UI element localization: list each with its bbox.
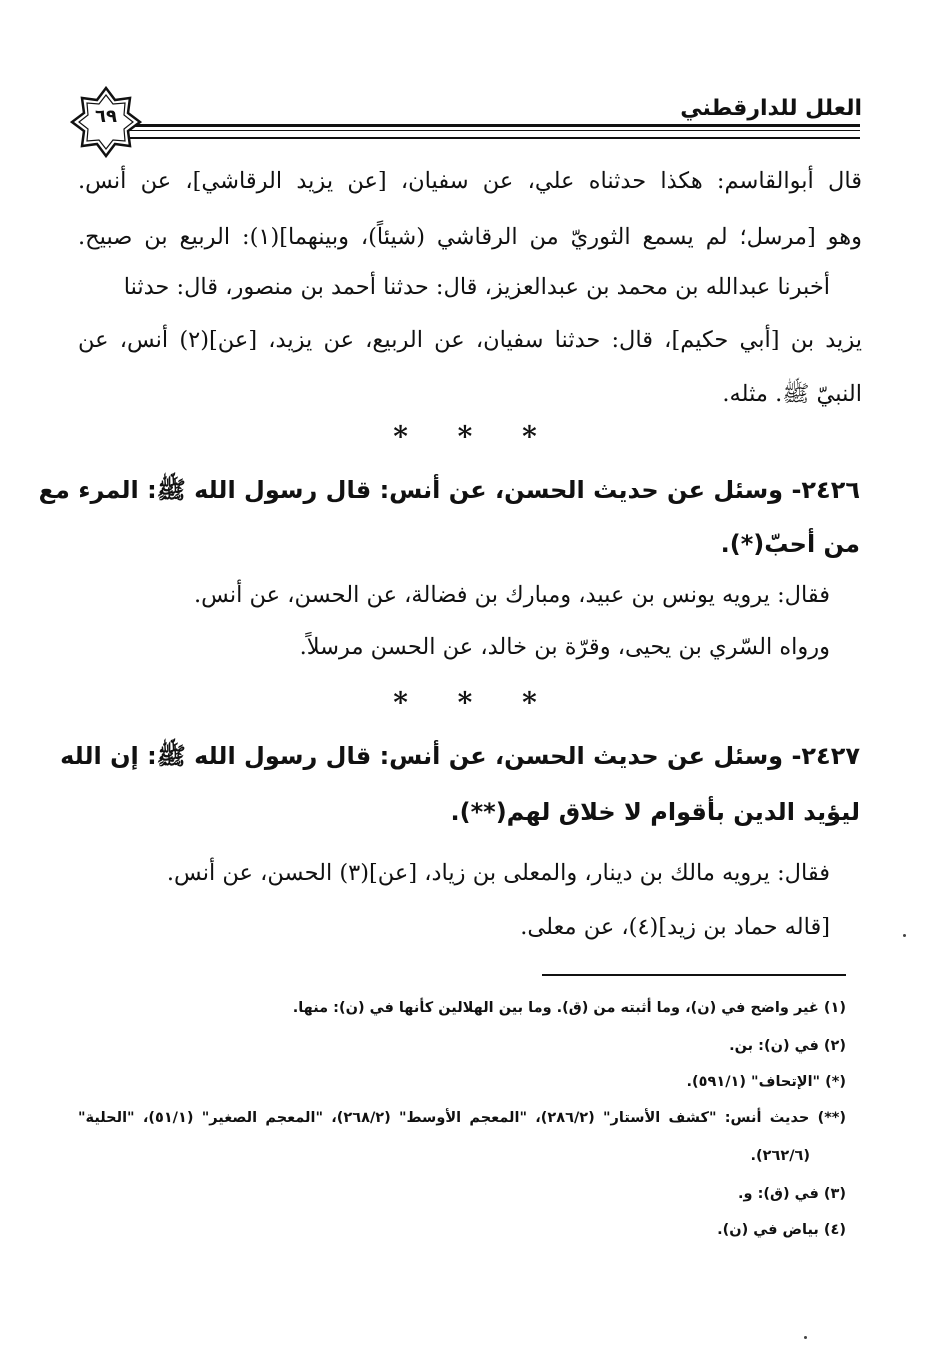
page-number-badge [70,86,142,158]
text-line: [قاله حماد بن زيد](٤)، عن معلى. [520,914,830,940]
section-separator: * * * [393,686,537,719]
footnote: (٢) في (ن): بن. [729,1038,846,1054]
text-line: فقال: يرويه مالك بن دينار، والمعلى بن زياد، [عن](٣) الحسن، عن أنس. [166,860,830,886]
footnote: (**) حديث أنس: "كشف الأستار" (٢٨٦/٢)، "المعجم الأوسط" (٢٦٨/٢)، "المعجم الصغير" (٥١/١)، "الحلية" [78,1110,846,1126]
scan-speck [903,934,906,937]
entry-heading-2427-cont: ليؤيد الدين بأقوام لا خلاق لهم(**). [450,798,860,826]
text-line: قال أبوالقاسم: هكذا حدثناه علي، عن سفيان، [عن يزيد الرقاشي]، عن أنس. [78,168,862,194]
scan-speck [804,1336,807,1339]
entry-heading-2426: ٢٤٢٦- وسئل عن حديث الحسن، عن أنس: قال رسول الله ﷺ: المرء مع [38,476,860,504]
entry-heading-2427: ٢٤٢٧- وسئل عن حديث الحسن، عن أنس: قال رسول الله ﷺ: إن الله [60,742,860,770]
text-line: النبيّ ﷺ. مثله. [722,381,862,407]
footnote: (١) غير واضح في (ن)، وما أثبته من (ق). وما بين الهلالين كأنها في (ن): منها. [292,1000,846,1016]
text-line: فقال: يرويه يونس بن عبيد، ومبارك بن فضالة، عن الحسن، عن أنس. [194,582,830,608]
entry-heading-2426-cont: من أحبّ(*). [720,530,860,558]
page-number: ٦٩ [95,106,117,127]
section-separator: * * * [393,420,537,453]
footnote-rule [542,974,846,976]
header-rule [130,124,860,139]
text-line: يزيد بن [أبي حكيم]، قال: حدثنا سفيان، عن الربيع، عن يزيد، [عن](٢) أنس، عن [78,327,862,353]
footnote: (*) "الإتحاف" (٥٩١/١). [686,1074,846,1090]
text-line: أخبرنا عبدالله بن محمد بن عبدالعزيز، قال: حدثنا أحمد بن منصور، قال: حدثنا [123,274,830,300]
book-title: العلل للدارقطني [680,96,862,121]
footnote: (٤) بياض في (ن). [717,1222,846,1238]
footnote-cont: (٢٦٢/٦). [750,1148,810,1164]
text-line: ورواه السّري بن يحيى، وقرّة بن خالد، عن الحسن مرسلاً. [299,634,830,660]
footnote: (٣) في (ق): و. [738,1186,846,1202]
text-line: وهو [مرسل؛ لم يسمع الثوريّ من الرقاشي (شيئاً)، وبينهما](١): الربيع بن صبيح. [78,224,862,250]
